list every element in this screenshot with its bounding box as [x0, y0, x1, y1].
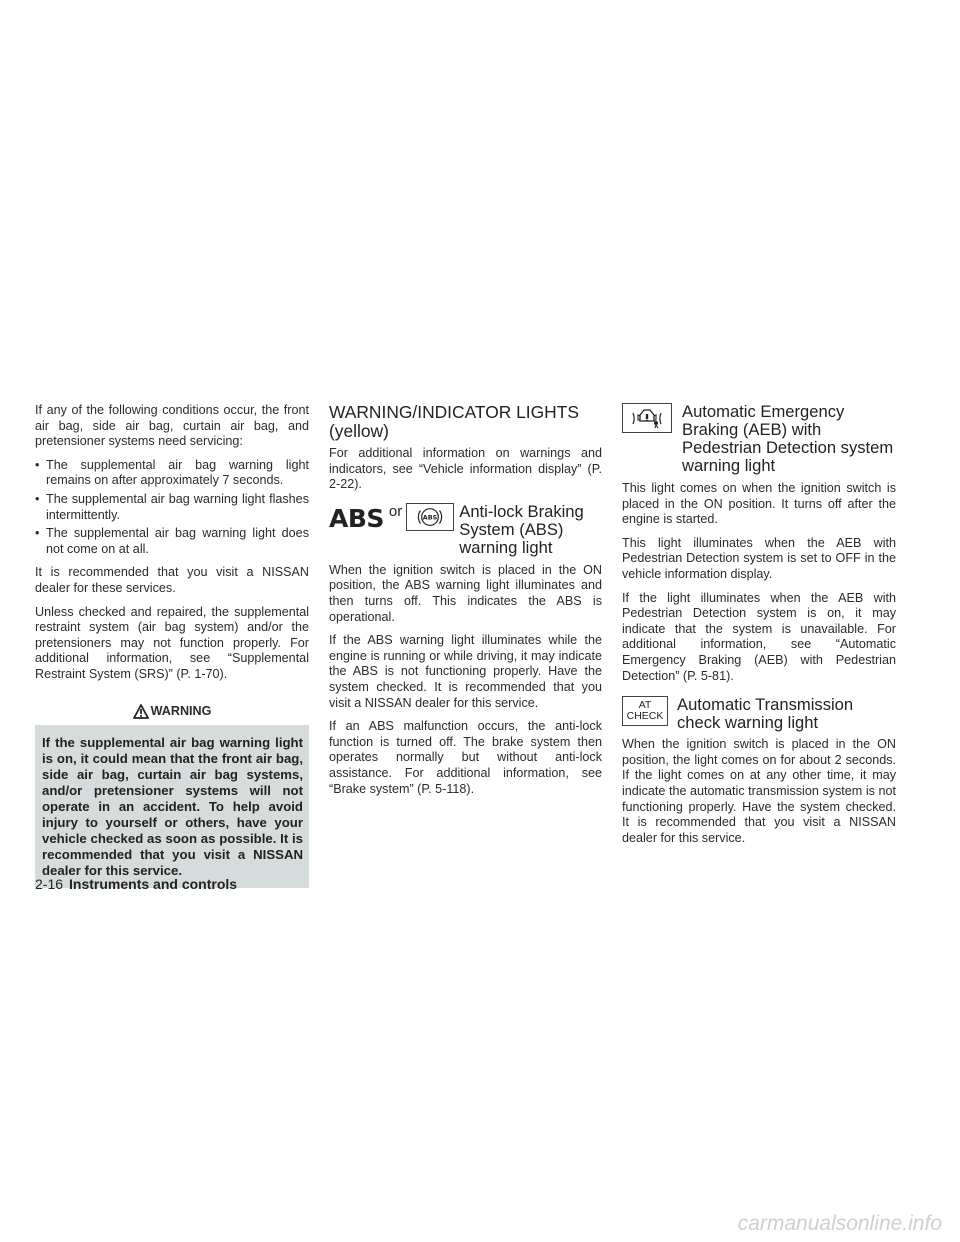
at-check-icon	[622, 696, 668, 726]
list-item: • The supplemental air bag warning light flashes intermittently.	[35, 492, 309, 523]
abs-title: Anti-lock Braking System (ABS) warning light	[459, 501, 584, 557]
abs-paragraph-3: If an ABS malfunction occurs, the anti-lock function is turned off. The brake system then operates normally but without anti-lock assistance. For additional information, see “Brake system” (P. 5-118).	[329, 719, 602, 796]
conditions-list	[35, 458, 309, 558]
at-icon-line1: AT	[638, 699, 652, 712]
warning-box	[35, 725, 309, 888]
abs-or-label: or	[388, 502, 403, 520]
intro-paragraph: If any of the following conditions occur, the front air bag, side air bag, curtain air bag, and pretensioner systems need servicing:	[35, 403, 309, 449]
abs-indicator-heading	[329, 503, 602, 557]
aeb-warning-icon	[622, 403, 672, 433]
column-left	[35, 403, 309, 888]
indicators-intro: For additional information on warnings and indicators, see “Vehicle information display” (P. 2-22).	[329, 446, 602, 492]
section-heading-line2: (yellow)	[329, 421, 389, 441]
aeb-paragraph-3: If the light illuminates when the AEB with Pedestrian Detection system is on, it may indicate that the system is unavailable. For additional information, see “Automatic Emergency Braking (AEB) with Pedestrian Detection” (P. 5-81).	[622, 590, 896, 683]
aeb-paragraph-1: This light comes on when the ignition switch is placed in the ON position. It turns off after the engine is started.	[622, 481, 896, 527]
abs-paragraph-2: If the ABS warning light illuminates while the engine is running or while driving, it may indicate the ABS is not functioning properly. Have the system checked. It is recommended that you visit a NISSAN dealer for this service.	[329, 633, 602, 710]
at-icon-line2: CHECK	[626, 710, 664, 723]
warning-text: If the supplemental air bag warning light is on, it could mean that the front air bag, side air bag, curtain air bag systems, and/or pretensioner systems will not operate in an accident. To help avoid injury to yourself or others, have your vehicle checked as soon as possible. It is recommended that you visit a NISSAN dealer for this service.	[42, 734, 303, 878]
abs-text-icon: ABS	[329, 503, 384, 533]
chapter-title: Instruments and controls	[69, 876, 238, 892]
at-paragraph: When the ignition switch is placed in the ON position, the light comes on for about 2 seconds. If the light comes on at any other time, it may indicate the automatic transmission system is not functioning properly. Have the system checked. It is recommended that you visit a NISSAN dealer for this service.	[622, 737, 896, 845]
section-heading-line1: WARNING/INDICATOR LIGHTS	[329, 402, 579, 422]
list-item: • The supplemental air bag warning light remains on after approximately 7 seconds.	[35, 458, 309, 489]
restraint-paragraph: Unless checked and repaired, the supplemental restraint system (air bag system) and/or the pretensioners may not function properly. For additional information, see “Supplemental Restraint System (SRS)” (P. 1-70).	[35, 604, 309, 681]
warning-triangle-icon	[133, 704, 149, 719]
at-title: Automatic Transmission check warning light	[677, 695, 854, 733]
list-item: • The supplemental air bag warning light does not come on at all.	[35, 526, 309, 557]
abs-circle-label: ABS	[423, 513, 438, 522]
page-number: 2-16	[35, 876, 64, 892]
aeb-indicator-heading	[622, 403, 896, 475]
aeb-title: Automatic Emergency Braking (AEB) with Pedestrian Detection system warning light	[682, 402, 894, 475]
watermark: carmanualsonline.info	[737, 1212, 942, 1235]
warning-heading	[35, 703, 309, 721]
warning-label: WARNING	[150, 703, 212, 718]
column-middle	[329, 403, 602, 805]
column-right	[622, 403, 896, 854]
section-heading	[329, 403, 602, 441]
aeb-paragraph-2: This light illuminates when the AEB with Pedestrian Detection system is set to OFF in the vehicle information display.	[622, 535, 896, 581]
at-indicator-heading	[622, 696, 896, 732]
abs-paragraph-1: When the ignition switch is placed in the ON position, the ABS warning light illuminates and then turns off. This indicates the ABS is operational.	[329, 562, 602, 624]
page-footer	[35, 876, 237, 892]
dealer-paragraph: It is recommended that you visit a NISSAN dealer for these services.	[35, 565, 309, 595]
abs-circle-icon	[406, 503, 454, 531]
